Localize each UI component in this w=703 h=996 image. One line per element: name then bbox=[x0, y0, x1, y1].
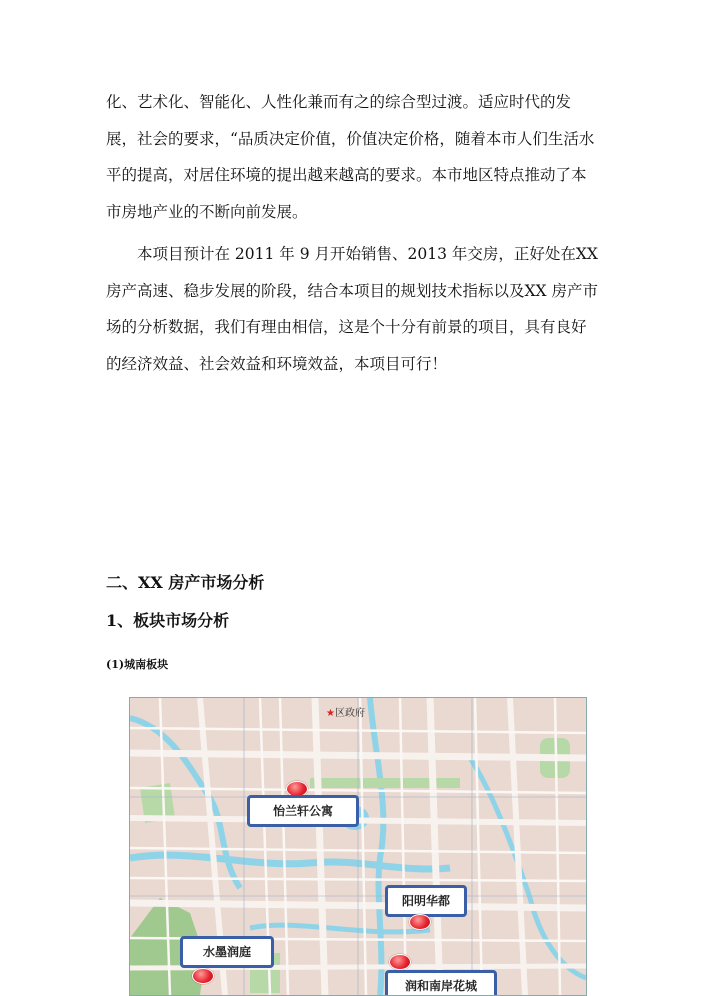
section-heading: 二、XX 房产市场分析 bbox=[106, 573, 265, 592]
subsection-heading: 1、板块市场分析 bbox=[106, 611, 230, 630]
callout-shuimorunting: 水墨润庭 bbox=[180, 936, 274, 968]
paragraph-1: 化、艺术化、智能化、人性化兼而有之的综合型过渡。适应时代的发展，社会的要求，“品质决定价值，价值决定价格，随着本市人们生活水平的提高，对居住环境的提出越来越高的要求。本市地区特点推动了本市房地产业的不断向前发展。 bbox=[106, 93, 595, 221]
callout-yilanxuan: 怡兰轩公寓 bbox=[247, 795, 359, 827]
callout-runhenan: 润和南岸花城 bbox=[385, 970, 497, 996]
district-map bbox=[129, 697, 587, 996]
gov-landmark-label: 区政府 bbox=[334, 708, 365, 719]
star-icon: ★ bbox=[326, 708, 335, 719]
callout-yangminghuadu: 阳明华都 bbox=[385, 885, 467, 917]
gov-landmark bbox=[326, 704, 365, 719]
map-pin bbox=[409, 914, 431, 930]
paragraph-2: 本项目预计在 2011 年 9 月开始销售、2013 年交房，正好处在XX 房产高速、稳步发展的阶段，结合本项目的规划技术指标以及XX 房产市场的分析数据，我们有理由相信，这是个十分有前景的项目，具有良好的经济效益、社会效益和环境效益，本项目可行！ bbox=[106, 245, 598, 373]
map-pin bbox=[192, 968, 214, 984]
map-pin bbox=[389, 954, 411, 970]
subsubsection-heading: (1)城南板块 bbox=[106, 658, 169, 671]
